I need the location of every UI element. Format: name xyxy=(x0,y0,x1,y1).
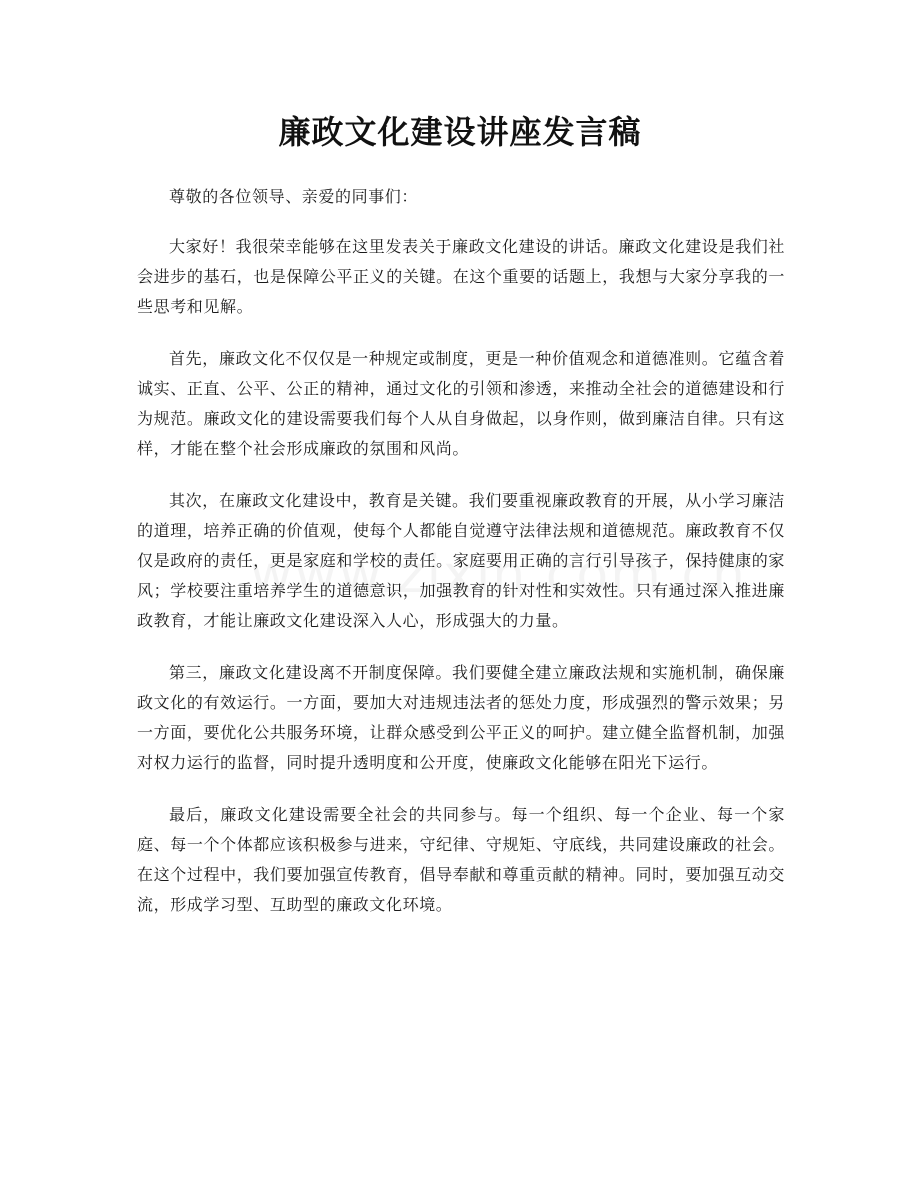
document-body xyxy=(137,182,785,942)
final-point-paragraph: 最后，廉政文化建设需要全社会的共同参与。每一个组织、每一个企业、每一个家庭、每一个个体都应该积极参与进来，守纪律、守规矩、守底线，共同建设廉政的社会。在这个过程中，我们要加强宣传教育，倡导奉献和尊重贡献的精神。同时，要加强互动交流，形成学习型、互助型的廉政文化环境。 xyxy=(137,805,785,914)
third-point-paragraph: 第三，廉政文化建设离不开制度保障。我们要健全建立廉政法规和实施机制，确保廉政文化的有效运行。一方面，要加大对违规违法者的惩处力度，形成强烈的警示效果；另一方面，要优化公共服务环境，让群众感受到公平正义的呵护。建立健全监督机制，加强对权力运行的监督，同时提升透明度和公开度，使廉政文化能够在阳光下运行。 xyxy=(137,663,785,772)
first-point-paragraph: 首先，廉政文化不仅仅是一种规定或制度，更是一种价值观念和道德准则。它蕴含着诚实、正直、公平、公正的精神，通过文化的引领和渗透，来推动全社会的道德建设和行为规范。廉政文化的建设需要我们每个人从自身做起，以身作则，做到廉洁自律。只有这样，才能在整个社会形成廉政的氛围和风尚。 xyxy=(137,349,785,458)
intro-paragraph: 大家好！我很荣幸能够在这里发表关于廉政文化建设的讲话。廉政文化建设是我们社会进步的基石，也是保障公平正义的关键。在这个重要的话题上，我想与大家分享我的一些思考和见解。 xyxy=(137,237,785,316)
greeting-paragraph: 尊敬的各位领导、亲爱的同事们： xyxy=(169,187,419,206)
document-title: 廉政文化建设讲座发言稿 xyxy=(278,113,642,151)
second-point-paragraph: 其次，在廉政文化建设中，教育是关键。我们要重视廉政教育的开展，从小学习廉洁的道理，培养正确的价值观，使每个人都能自觉遵守法律法规和道德规范。廉政教育不仅仅是政府的责任，更是家庭和学校的责任。家庭要用正确的言行引导孩子，保持健康的家风；学校要注重培养学生的道德意识，加强教育的针对性和实效性。只有通过深入推进廉政教育，才能让廉政文化建设深入人心，形成强大的力量。 xyxy=(137,491,785,630)
